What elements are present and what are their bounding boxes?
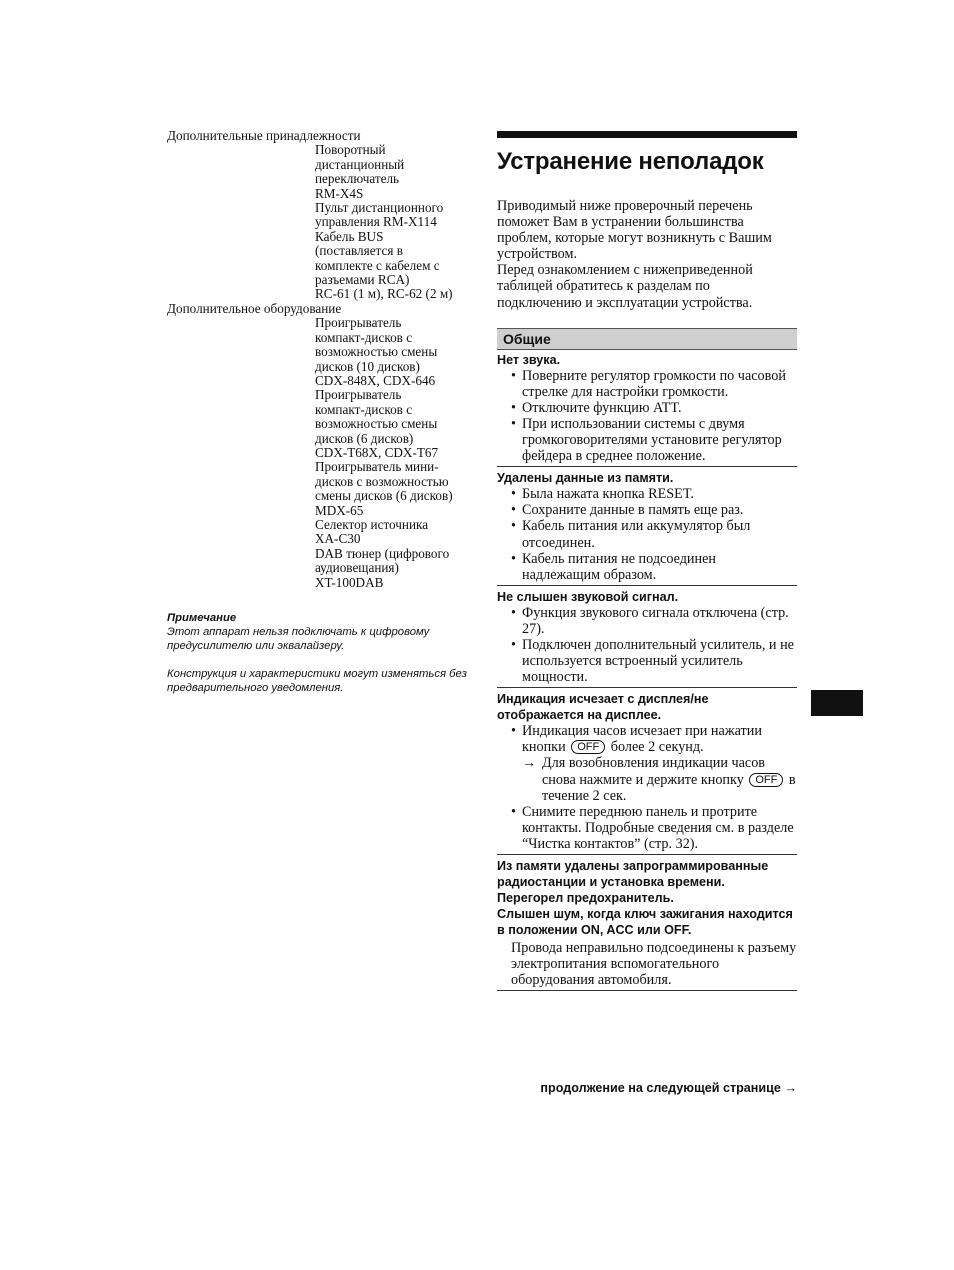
solution-item: • Кабель питания или аккумулятор был отсоединен. <box>511 518 797 550</box>
sub-instruction <box>522 755 797 803</box>
list-item: DAB тюнер (цифрового <box>315 545 450 561</box>
problem-title: Удалены данные из памяти. <box>497 471 674 486</box>
note-text: Этот аппарат нельзя подключать к цифровому предусилителю или эквалайзеру. <box>167 626 430 652</box>
list-item: RM-X4S <box>315 185 364 201</box>
title-rule <box>497 131 797 138</box>
list-item: аудиовещания) <box>315 560 399 576</box>
list-item: компакт-дисков с <box>315 401 413 417</box>
accessories-heading: Дополнительные принадлежности <box>167 128 361 143</box>
intro-paragraph-2: Перед ознакомлением с нижеприведенной таблицей обратитесь к разделам по подключению и эксплуатации устройства. <box>497 262 753 311</box>
intro-paragraph-1: Приводимый ниже проверочный перечень поможет Вам в устранении большинства проблем, которые могут возникнуть с Вашим устройством. <box>497 198 772 263</box>
accessories-list <box>167 143 472 301</box>
list-item: переключатель <box>315 171 400 187</box>
sub-instruction-text: Для возобновления индикации часов снова нажмите и держите кнопку <box>542 755 766 788</box>
solution-item: • При использовании системы с двумя громкоговорителями установите регулятор фейдера в среднее положение. <box>511 416 797 464</box>
list-item: (поставляется в <box>315 243 403 259</box>
arrow-right-icon: → <box>522 755 537 772</box>
solution-item: • Снимите переднюю панель и протрите контакты. Подробные сведения см. в разделе “Чистка контактов” (стр. 32). <box>511 804 797 852</box>
continued-on-next-page: продолжение на следующей странице → <box>540 1081 797 1095</box>
solution-text: Индикация часов исчезает при нажатии кнопки <box>522 723 762 756</box>
list-item: смены дисков (6 дисков) <box>315 488 453 504</box>
problem-title: Слышен шум, когда ключ зажигания находится в положении ON, ACC или OFF. <box>497 907 793 937</box>
troubleshooting-column <box>497 131 797 991</box>
solution-item <box>511 723 797 803</box>
problem-presets-erased <box>497 858 797 991</box>
list-item: дисков (6 дисков) <box>315 430 414 446</box>
list-item: Проигрыватель мини- <box>315 459 439 475</box>
problem-no-sound <box>497 352 797 468</box>
list-item: Пульт дистанционного <box>315 200 444 216</box>
solution-text: Провода неправильно подсоединены к разъему электропитания вспомогательного оборудования автомобиля. <box>511 940 797 989</box>
problem-memory-erased <box>497 470 797 586</box>
sub-instruction-text: в течение 2 сек. <box>542 771 796 804</box>
list-item: Проигрыватель <box>315 387 402 403</box>
problem-title: Перегорел предохранитель. <box>497 891 674 905</box>
solution-item: • Кабель питания не подсоединен надлежащим образом. <box>511 551 797 583</box>
list-item: XT-100DAB <box>315 574 384 590</box>
note-title: Примечание <box>167 612 237 624</box>
list-item: комплекте с кабелем с <box>315 257 440 273</box>
solution-item: • Сохраните данные в память еще раз. <box>511 502 797 518</box>
list-item: дистанционный <box>315 156 405 172</box>
list-item: управления RM-X114 <box>315 214 437 230</box>
problem-title: Из памяти удалены запрограммированные радиостанции и установка времени. <box>497 859 769 889</box>
problem-display-disappears <box>497 691 797 855</box>
note-block <box>167 611 467 695</box>
list-item: разъемами RCA) <box>315 272 410 288</box>
problem-title: Не слышен звуковой сигнал. <box>497 589 679 604</box>
list-item: возможностью смены <box>315 416 438 432</box>
list-item: возможностью смены <box>315 344 438 360</box>
problem-title: Нет звука. <box>497 352 561 367</box>
list-item: Селектор источника <box>315 516 429 532</box>
list-item: Поворотный <box>315 142 386 158</box>
specifications-column <box>167 129 472 590</box>
page-title: Устранение неполадок <box>497 148 764 175</box>
list-item: Проигрыватель <box>315 315 402 331</box>
list-item: дисков (10 дисков) <box>315 358 420 374</box>
section-thumb-tab <box>811 690 863 716</box>
solution-item: • Функция звукового сигнала отключена (стр. 27). <box>511 605 797 637</box>
equipment-list <box>167 316 472 590</box>
off-key-icon: OFF <box>571 740 605 754</box>
solution-text: более 2 секунд. <box>610 739 704 756</box>
list-item: CDX-T68X, CDX-T67 <box>315 444 439 460</box>
solution-item: • Была нажата кнопка RESET. <box>511 486 797 502</box>
problem-no-beep <box>497 589 797 688</box>
off-key-icon: OFF <box>749 773 783 787</box>
list-item: дисков с возможностью <box>315 473 449 489</box>
spec-change-text: Конструкция и характеристики могут изменяться без предварительного уведомления. <box>167 668 467 694</box>
list-item: CDX-848X, CDX-646 <box>315 372 436 388</box>
equipment-heading: Дополнительное оборудование <box>167 300 342 316</box>
intro <box>497 198 797 311</box>
list-item: XA-C30 <box>315 531 361 547</box>
solution-item: • Отключите функцию ATT. <box>511 400 797 416</box>
list-item: компакт-дисков с <box>315 329 413 345</box>
list-item: RC-61 (1 м), RC-62 (2 м) <box>315 286 453 302</box>
section-header-general: Общие <box>497 328 797 350</box>
problem-title: Индикация исчезает с дисплея/не отображается на дисплее. <box>497 692 709 723</box>
solution-item: • Подключен дополнительный усилитель, и не используется встроенный усилитель мощности. <box>511 637 797 685</box>
list-item: MDX-65 <box>315 502 364 518</box>
solution-item: • Поверните регулятор громкости по часовой стрелке для настройки громкости. <box>511 368 797 400</box>
list-item: Кабель BUS <box>315 228 384 244</box>
